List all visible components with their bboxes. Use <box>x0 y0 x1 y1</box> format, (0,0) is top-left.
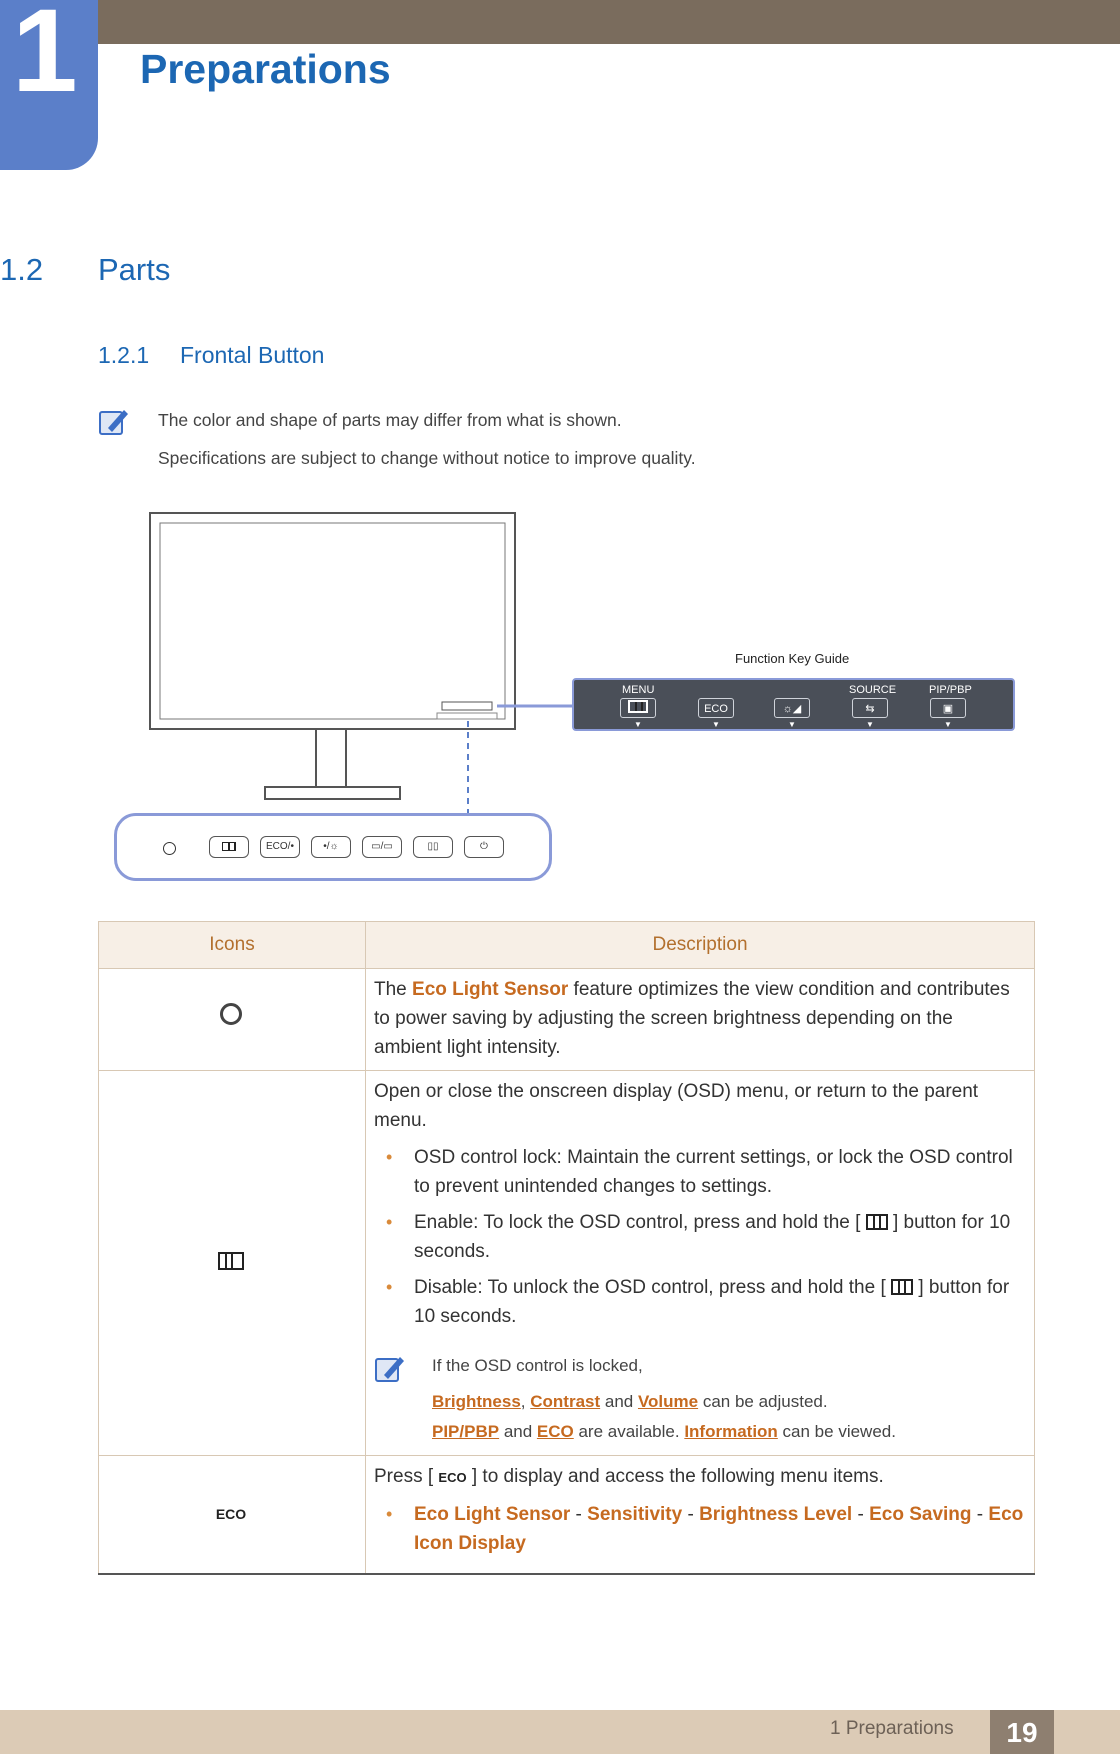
pip-pbp-label: PIP/PBP <box>929 684 972 696</box>
menu-icon <box>628 700 648 713</box>
fk-menu-button[interactable] <box>620 698 656 718</box>
description-cell <box>366 969 1035 1071</box>
information-link[interactable]: Information <box>684 1422 778 1441</box>
fk-source-button[interactable] <box>852 698 888 718</box>
menu-icon <box>218 1252 244 1270</box>
note-text <box>432 1387 1024 1417</box>
subsection-number: 1.2.1 <box>98 342 150 368</box>
icon-cell <box>99 969 366 1071</box>
table-row <box>99 1456 1035 1575</box>
desc-text: Open or close the onscreen display (OSD) menu, or return to the parent menu. <box>374 1081 979 1131</box>
source-icon: ▭/▭ <box>371 841 393 852</box>
page-number: 19 <box>990 1710 1054 1754</box>
subsection-title: Frontal Button <box>180 342 325 368</box>
desc-text <box>374 1462 1024 1492</box>
desc-text: Enable: To lock the OSD control, press and hold the [ <box>414 1212 861 1233</box>
eco-link[interactable]: ECO <box>536 1422 574 1441</box>
function-key-guide <box>572 678 1015 731</box>
menu-item-term: Eco Icon Display <box>414 1504 1024 1554</box>
arrow-icon: ▼ <box>634 720 642 729</box>
fk-eco-button[interactable]: ECO <box>698 698 734 718</box>
pip-pbp-link[interactable]: PIP/PBP <box>432 1422 500 1441</box>
note-text: are available. <box>573 1422 685 1441</box>
separator: - <box>971 1504 989 1525</box>
note-text: and <box>499 1422 537 1441</box>
panel-source-button[interactable] <box>362 836 402 858</box>
bullet-list <box>374 1143 1024 1331</box>
table-row <box>99 1071 1035 1456</box>
section-number: 1.2 <box>0 252 44 287</box>
brightness-icon: •/☼ <box>323 841 339 852</box>
note-text <box>432 1417 1024 1447</box>
menu-item-term: Sensitivity <box>587 1504 683 1525</box>
panel-menu-button[interactable] <box>209 836 249 858</box>
osd-lock-note <box>374 1351 1024 1447</box>
eco-light-sensor-term: Eco Light Sensor <box>412 979 569 1000</box>
arrow-icon: ▼ <box>866 720 874 729</box>
description-cell <box>366 1456 1035 1575</box>
source-icon: ⇆ <box>865 703 875 715</box>
table-row <box>99 969 1035 1071</box>
note-text: and <box>600 1392 638 1411</box>
footer-chapter: 1 Preparations <box>830 1718 954 1739</box>
volume-link[interactable]: Volume <box>637 1392 699 1411</box>
front-button-panel <box>114 813 552 881</box>
desc-text: feature optimizes the view condition and contributes to power saving by adjusting the screen brightness depending on the ambient light intensity. <box>374 979 1010 1058</box>
arrow-icon: ▼ <box>788 720 796 729</box>
menu-icon <box>891 1279 913 1295</box>
panel-pip-button[interactable] <box>413 836 453 858</box>
note-text-1: The color and shape of parts may differ from what is shown. <box>158 410 622 430</box>
separator: - <box>570 1504 588 1525</box>
desc-text: The <box>374 979 413 1000</box>
note-text-2: Specifications are subject to change without notice to improve quality. <box>158 448 696 468</box>
note-text: , <box>520 1392 531 1411</box>
separator: - <box>682 1504 700 1525</box>
note-text: can be viewed. <box>777 1422 896 1441</box>
description-header: Description <box>366 922 1035 969</box>
desc-text: ] button for 10 seconds. <box>414 1212 1011 1262</box>
brightness-icon: ☼◢ <box>782 703 802 715</box>
bullet-list <box>374 1500 1024 1558</box>
fk-brightness-button[interactable] <box>774 698 810 718</box>
function-key-guide-title: Function Key Guide <box>735 651 850 666</box>
note-text: If the OSD control is locked, <box>432 1356 643 1375</box>
note-text: can be adjusted. <box>698 1392 828 1411</box>
menu-icon <box>222 842 236 851</box>
pip-icon: ▣ <box>942 703 954 715</box>
eco-light-sensor-icon <box>220 1003 242 1025</box>
eco-icon: ECO <box>215 1505 247 1522</box>
parts-table <box>98 921 1035 1575</box>
menu-item-term: Eco Light Sensor <box>414 1504 571 1525</box>
table-header-row <box>99 922 1035 969</box>
list-item: • OSD control lock: Maintain the current settings, or lock the OSD control to prevent unintended changes to settings. <box>374 1143 1024 1201</box>
icon-cell <box>99 1456 366 1575</box>
eco-light-sensor-icon <box>163 842 176 855</box>
arrow-icon: ▼ <box>712 720 720 729</box>
list-item <box>374 1500 1024 1558</box>
desc-text: ] button for 10 seconds. <box>414 1277 1010 1327</box>
desc-text: Press [ <box>374 1466 434 1487</box>
power-icon: ⏻ <box>480 841 488 852</box>
desc-text: ] to display and access the following menu items. <box>471 1466 884 1487</box>
menu-item-term: Brightness Level <box>699 1504 853 1525</box>
chapter-title: Preparations <box>140 46 391 92</box>
icons-header: Icons <box>99 922 366 969</box>
contrast-link[interactable]: Contrast <box>530 1392 601 1411</box>
description-cell <box>366 1071 1035 1456</box>
fk-pip-button[interactable] <box>930 698 966 718</box>
section-title: Parts <box>98 252 171 287</box>
panel-power-button[interactable] <box>464 836 504 858</box>
list-item <box>374 1273 1024 1331</box>
list-item <box>374 1208 1024 1266</box>
panel-brightness-button[interactable] <box>311 836 351 858</box>
brightness-link[interactable]: Brightness <box>432 1392 521 1411</box>
source-label: SOURCE <box>849 684 897 696</box>
menu-icon <box>866 1214 888 1230</box>
desc-text: Disable: To unlock the OSD control, press and hold the [ <box>414 1277 886 1298</box>
arrow-icon: ▼ <box>944 720 952 729</box>
note-icon <box>374 1353 406 1385</box>
pip-icon: ▯▯ <box>427 841 439 852</box>
menu-item-term: Eco Saving <box>869 1504 972 1525</box>
chapter-number: 1 <box>12 0 78 117</box>
panel-eco-button[interactable]: ECO/• <box>260 836 300 858</box>
icon-cell <box>99 1071 366 1456</box>
separator: - <box>852 1504 870 1525</box>
eco-icon: ECO <box>438 1470 467 1485</box>
menu-label: MENU <box>622 684 655 696</box>
